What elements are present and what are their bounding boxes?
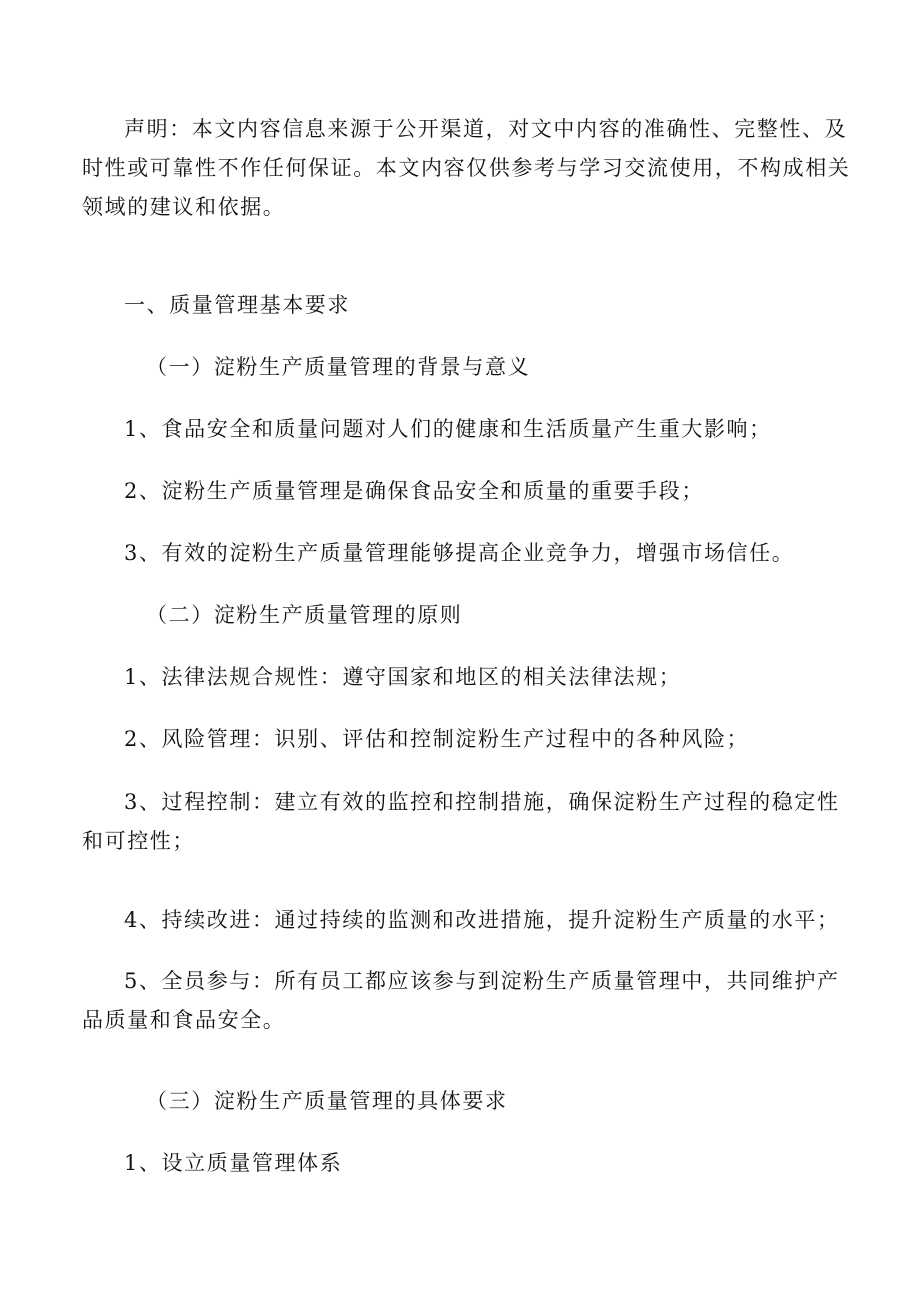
subsection-heading: （一）淀粉生产质量管理的背景与意义 bbox=[146, 355, 531, 379]
list-item: 2、淀粉生产质量管理是确保食品安全和质量的重要手段； bbox=[124, 479, 704, 503]
subsection-heading: （二）淀粉生产质量管理的原则 bbox=[146, 603, 463, 627]
list-item: 4、持续改进：通过持续的监测和改进措施，提升淀粉生产质量的水平； bbox=[124, 908, 840, 932]
list-item: 3、有效的淀粉生产质量管理能够提高企业竞争力，增强市场信任。 bbox=[124, 541, 795, 565]
list-item: 1、设立质量管理体系 bbox=[124, 1151, 343, 1175]
section-heading: 一、质量管理基本要求 bbox=[124, 293, 350, 317]
subsection-heading: （三）淀粉生产质量管理的具体要求 bbox=[146, 1089, 508, 1113]
list-item-text: 3、过程控制：建立有效的监控和控制措施，确保淀粉生产过程的稳定性和可控性； bbox=[82, 790, 840, 853]
disclaimer-paragraph bbox=[82, 110, 852, 227]
list-item: 2、风险管理：识别、评估和控制淀粉生产过程中的各种风险； bbox=[124, 727, 750, 751]
list-item: 1、法律法规合规性：遵守国家和地区的相关法律法规； bbox=[124, 665, 682, 689]
list-item bbox=[82, 962, 852, 1040]
disclaimer-text: 声明：本文内容信息来源于公开渠道，对文中内容的准确性、完整性、及时性或可靠性不作任何保证。本文内容仅供参考与学习交流使用，不构成相关领域的建议和依据。 bbox=[82, 117, 851, 219]
list-item bbox=[82, 783, 852, 861]
list-item-text: 5、全员参与：所有员工都应该参与到淀粉生产质量管理中，共同维护产品质量和食品安全。 bbox=[82, 969, 840, 1032]
list-item: 1、食品安全和质量问题对人们的健康和生活质量产生重大影响； bbox=[124, 417, 772, 441]
